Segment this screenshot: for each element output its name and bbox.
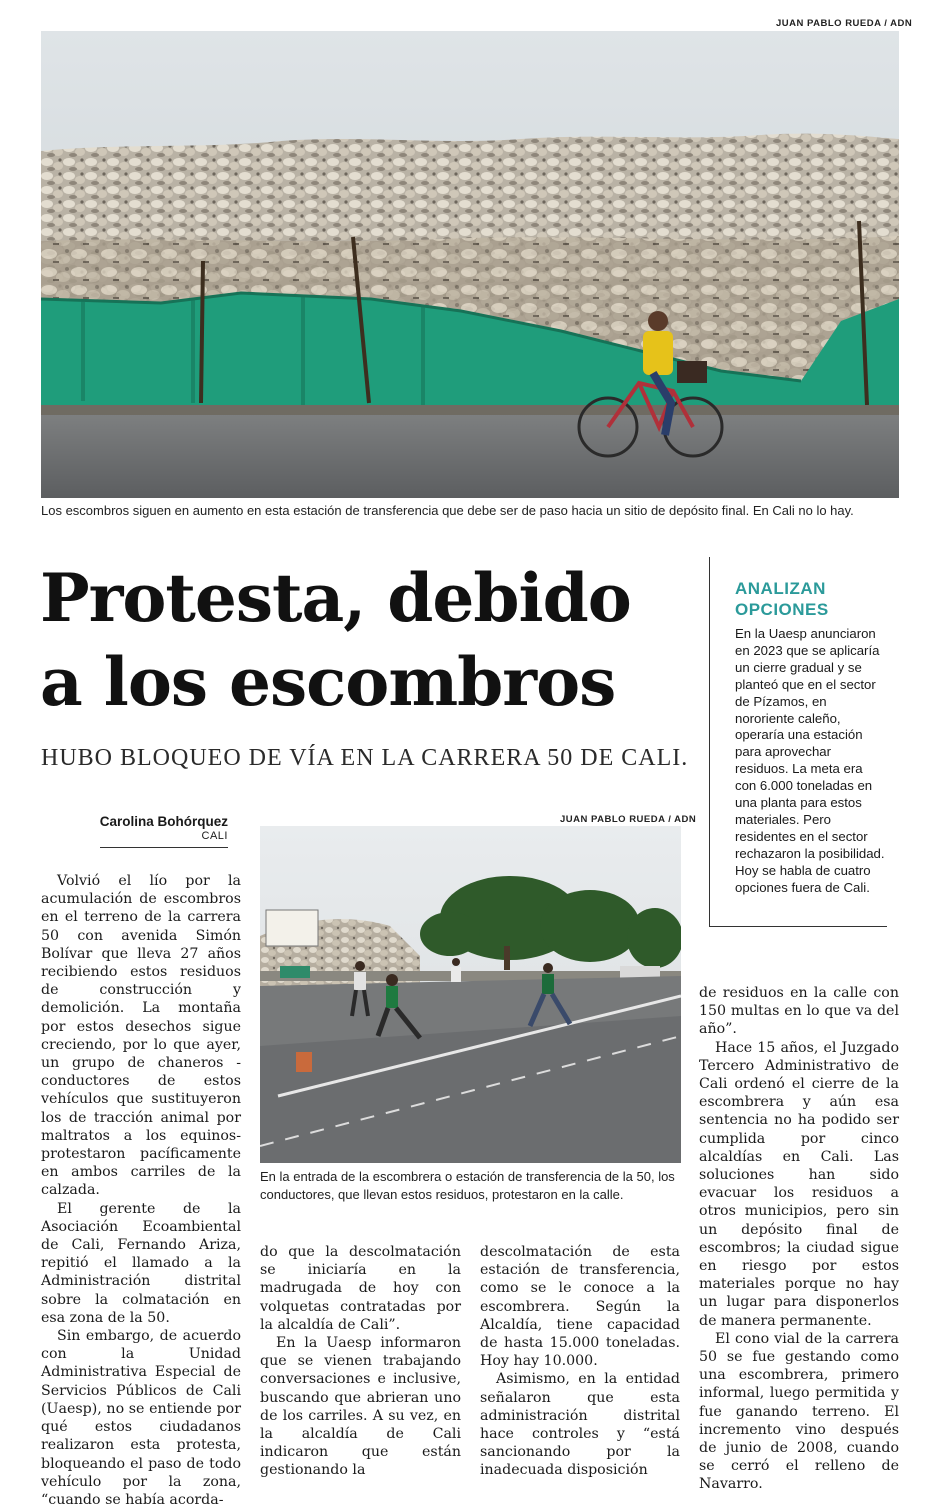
top-photo-credit: JUAN PABLO RUEDA / ADN [776,18,913,29]
paragraph: Sin embargo, de acuerdo con la Unidad Administrativa Especial de Servicios Públicos de Cali (Uaesp), no se entiende por qué estos ciudadanos realizaron esta protesta, bloqueando el paso de todo vehículo por la zona, “cuando se había acorda- [41,1328,241,1508]
inner-photo-credit: JUAN PABLO RUEDA / ADN [560,814,697,825]
sidebar-rule-bottom [709,926,887,927]
top-photo-caption: Los escombros siguen en aumento en esta estación de transferencia que debe ser de paso hacia un sitio de depósito final. En Cali no lo hay. [41,503,854,518]
debris-landfill-photo [41,31,899,498]
column-1 [41,872,241,1509]
byline-rule [100,847,228,848]
column-4 [699,984,899,1494]
sidebar-text: En la Uaesp anunciaron en 2023 que se aplicaría un cierre gradual y se planteó que en el sector de Pízamos, en nororiente caleño, operaría una estación para aprovechar residuos. La meta era con 6.000 toneladas en una planta para estos materiales. Pero residentes en el sector rechazaron la posibilidad. Hoy se habla de cuatro opciones fuera de Cali. [735,626,885,895]
paragraph: de residuos en la calle con 150 multas en lo que va del año”. [699,985,899,1038]
headline [40,556,700,724]
sidebar [735,578,895,897]
inner-photo-caption: En la entrada de la escombrera o estación de transferencia de la 50, los conductores, que llevan estos residuos, protestaron en la calle. [260,1169,675,1202]
column-3 [480,1243,680,1480]
inner-photo [260,826,681,1163]
paragraph: El gerente de la Asociación Ecoambiental de Cali, Fernando Ariza, repitió el llamado a la Administración distrital sobre la colmatación en esa zona de la 50. [41,1200,241,1326]
headline-line-2: a los escombros [40,643,616,721]
headline-line-1: Protesta, debido [40,559,631,637]
sidebar-title-line-2: OPCIONES [735,600,829,619]
column-2 [260,1243,461,1480]
paragraph: Asimismo, en la entidad señalaron que esta administración distrital hace controles y “está sancionando por la inadecuada disposición [480,1371,680,1479]
sidebar-title-line-1: ANALIZAN [735,579,826,598]
sidebar-rule-vertical [709,557,710,927]
paragraph: En la Uaesp informaron que se vienen trabajando conversaciones e inclusive, buscando que abrieran uno de los carriles. A su vez, en la alcaldía de Cali indicaron que están gestionando la [260,1335,461,1479]
paragraph: Hace 15 años, el Juzgado Tercero Administrativo de Cali ordenó el cierre de la escombrera y aún esa sentencia no ha podido ser cumplida por cinco alcaldías en Cali. Las soluciones han sido evacuar los residuos a otros municipios, pero sin un depósito final de escombros; la ciudad sigue en riesgo por estos materiales porque no hay un lugar para disponerlos de manera permanente. [699,1039,899,1329]
author: Carolina Bohórquez [99,814,228,829]
paragraph: descolmatación de esta estación de transferencia, como se le conoce a la escombrera. Según la Alcaldía, tiene capacidad de hasta 15.000 toneladas. Hoy hay 10.000. [480,1244,680,1370]
top-photo [41,31,899,498]
paragraph: do que la descolmatación se iniciaría en la madrugada de hoy con volquetas contratadas por la alcaldía de Cali”. [260,1244,461,1333]
paragraph: Volvió el lío por la acumulación de escombros en el terreno de la carrera 50 con avenida Simón Bolívar que lleva 27 años recibiendo estos residuos de construcción y demolición. La montaña por estos desechos sigue creciendo, por lo que ayer, un grupo de chaneros -conductores de estos vehículos que sustituyeron los de tracción animal por maltratos a los equinos- protestaron pacíficamente en ambos carriles de la calzada. [41,873,241,1199]
location: CALI [201,830,228,842]
deck: HUBO BLOQUEO DE VÍA EN LA CARRERA 50 DE CALI. [41,745,689,771]
paragraph: El cono vial de la carrera 50 se fue gestando como una escombrera, primero informal, luego permitida y fue ganando terreno. El incremento vino después de junio de 2008, cuando se cerró el relleno de Navarro. [699,1330,899,1493]
protest-street-photo [260,826,681,1163]
